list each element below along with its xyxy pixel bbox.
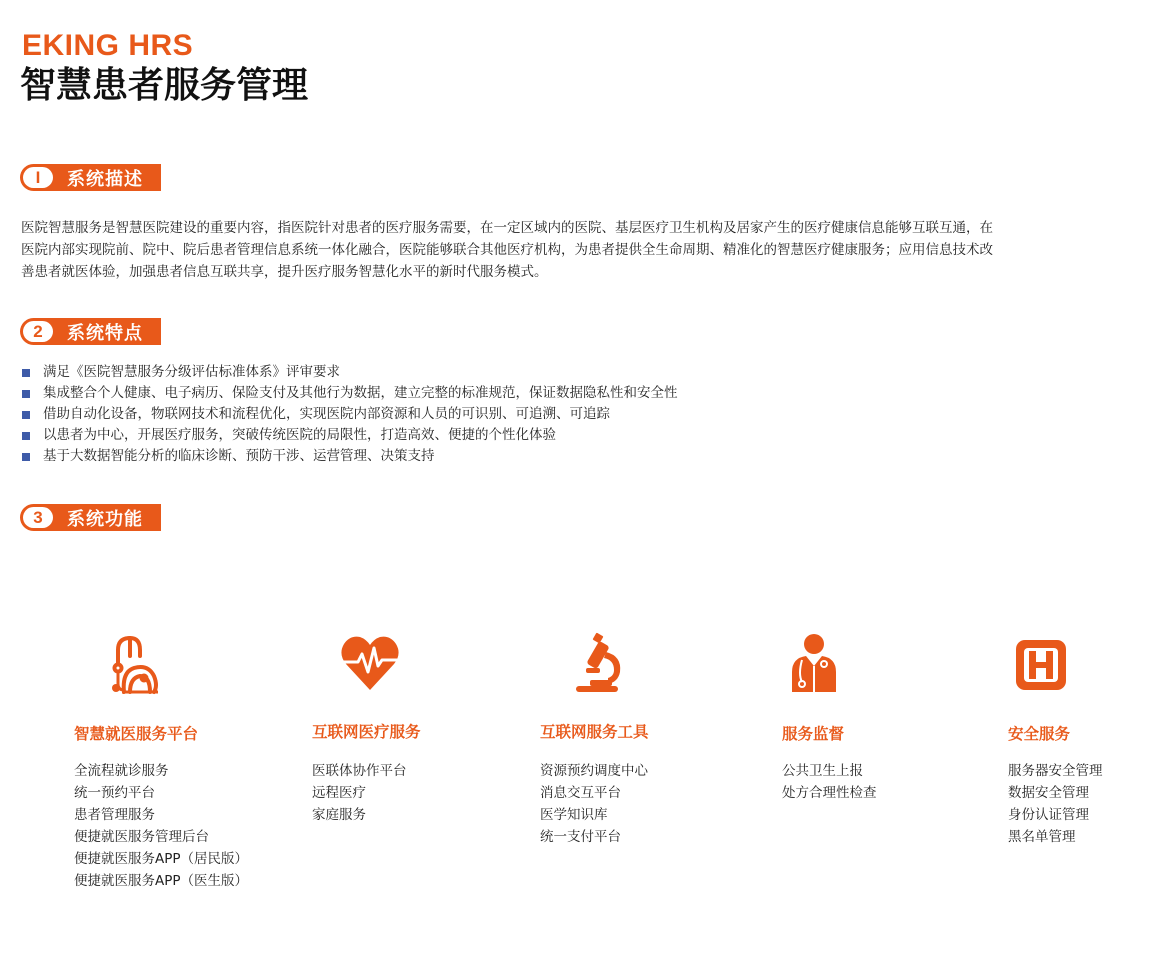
section-tag-functions	[20, 504, 161, 531]
section-number: I	[23, 167, 53, 188]
square-bullet-icon	[22, 432, 30, 440]
function-item: 远程医疗	[312, 785, 366, 801]
feature-item	[22, 362, 678, 383]
function-item: 统一预约平台	[74, 785, 155, 801]
page-title: 智慧患者服务管理	[20, 65, 309, 106]
function-title: 服务监督	[782, 725, 845, 743]
feature-item	[22, 446, 678, 467]
function-title: 安全服务	[1008, 725, 1071, 743]
function-item: 医学知识库	[540, 807, 608, 823]
function-item: 患者管理服务	[74, 807, 155, 823]
stethoscope-icon	[104, 632, 168, 696]
feature-item	[22, 425, 678, 446]
function-title: 互联网医疗服务	[312, 723, 421, 741]
hospital-h-icon	[1012, 636, 1076, 700]
function-item: 数据安全管理	[1008, 785, 1089, 801]
function-item: 便捷就医服务管理后台	[74, 829, 209, 845]
function-item: 便捷就医服务APP（医生版）	[74, 873, 249, 889]
microscope-icon	[570, 630, 634, 694]
function-item: 医联体协作平台	[312, 763, 407, 779]
function-item-list	[1008, 760, 1103, 848]
feature-text: 集成整合个人健康、电子病历、保险支付及其他行为数据，建立完整的标准规范，保证数据隐私性和安全性	[43, 385, 678, 401]
feature-list	[22, 362, 678, 467]
section-number: 2	[23, 321, 53, 342]
heartbeat-icon	[338, 630, 402, 694]
function-title: 智慧就医服务平台	[74, 725, 199, 743]
function-item-list	[540, 760, 648, 848]
section-label: 系统描述	[67, 168, 143, 190]
doctor-icon	[784, 630, 848, 694]
system-description: 医院智慧服务是智慧医院建设的重要内容，指医院针对患者的医疗服务需要，在一定区域内的医院、基层医疗卫生机构及居家产生的医疗健康信息能够互联互通，在医院内部实现院前、院中、院后患者管理信息系统一体化融合，医院能够联合其他医疗机构，为患者提供全生命周期、精准化的智慧医疗健康服务；应用信息技术改善患者就医体验，加强患者信息互联共享，提升医疗服务智慧化水平的新时代服务模式。	[21, 220, 993, 280]
section-label: 系统特点	[67, 322, 143, 344]
function-item: 便捷就医服务APP（居民版）	[74, 851, 249, 867]
section-label: 系统功能	[67, 508, 143, 530]
function-item: 消息交互平台	[540, 785, 621, 801]
function-item-list	[74, 760, 248, 892]
square-bullet-icon	[22, 453, 30, 461]
function-item: 公共卫生上报	[782, 763, 863, 779]
square-bullet-icon	[22, 369, 30, 377]
function-item: 身份认证管理	[1008, 807, 1089, 823]
square-bullet-icon	[22, 390, 30, 398]
section-tag-description	[20, 164, 161, 191]
function-item: 黑名单管理	[1008, 829, 1076, 845]
feature-item	[22, 383, 678, 404]
function-item: 家庭服务	[312, 807, 366, 823]
feature-text: 满足《医院智慧服务分级评估标准体系》评审要求	[43, 364, 340, 380]
function-item: 处方合理性检查	[782, 785, 877, 801]
function-item: 资源预约调度中心	[540, 763, 648, 779]
square-bullet-icon	[22, 411, 30, 419]
function-item-list	[312, 760, 407, 826]
brand-name: EKING HRS	[22, 29, 194, 62]
section-tag-features	[20, 318, 161, 345]
function-item-list	[782, 760, 877, 804]
section-number: 3	[23, 507, 53, 528]
function-title: 互联网服务工具	[540, 723, 649, 741]
feature-item	[22, 404, 678, 425]
function-item: 统一支付平台	[540, 829, 621, 845]
feature-text: 以患者为中心，开展医疗服务，突破传统医院的局限性，打造高效、便捷的个性化体验	[43, 427, 556, 443]
feature-text: 借助自动化设备，物联网技术和流程优化，实现医院内部资源和人员的可识别、可追溯、可追踪	[43, 406, 610, 422]
function-item: 服务器安全管理	[1008, 763, 1103, 779]
feature-text: 基于大数据智能分析的临床诊断、预防干涉、运营管理、决策支持	[43, 448, 435, 464]
function-item: 全流程就诊服务	[74, 763, 169, 779]
